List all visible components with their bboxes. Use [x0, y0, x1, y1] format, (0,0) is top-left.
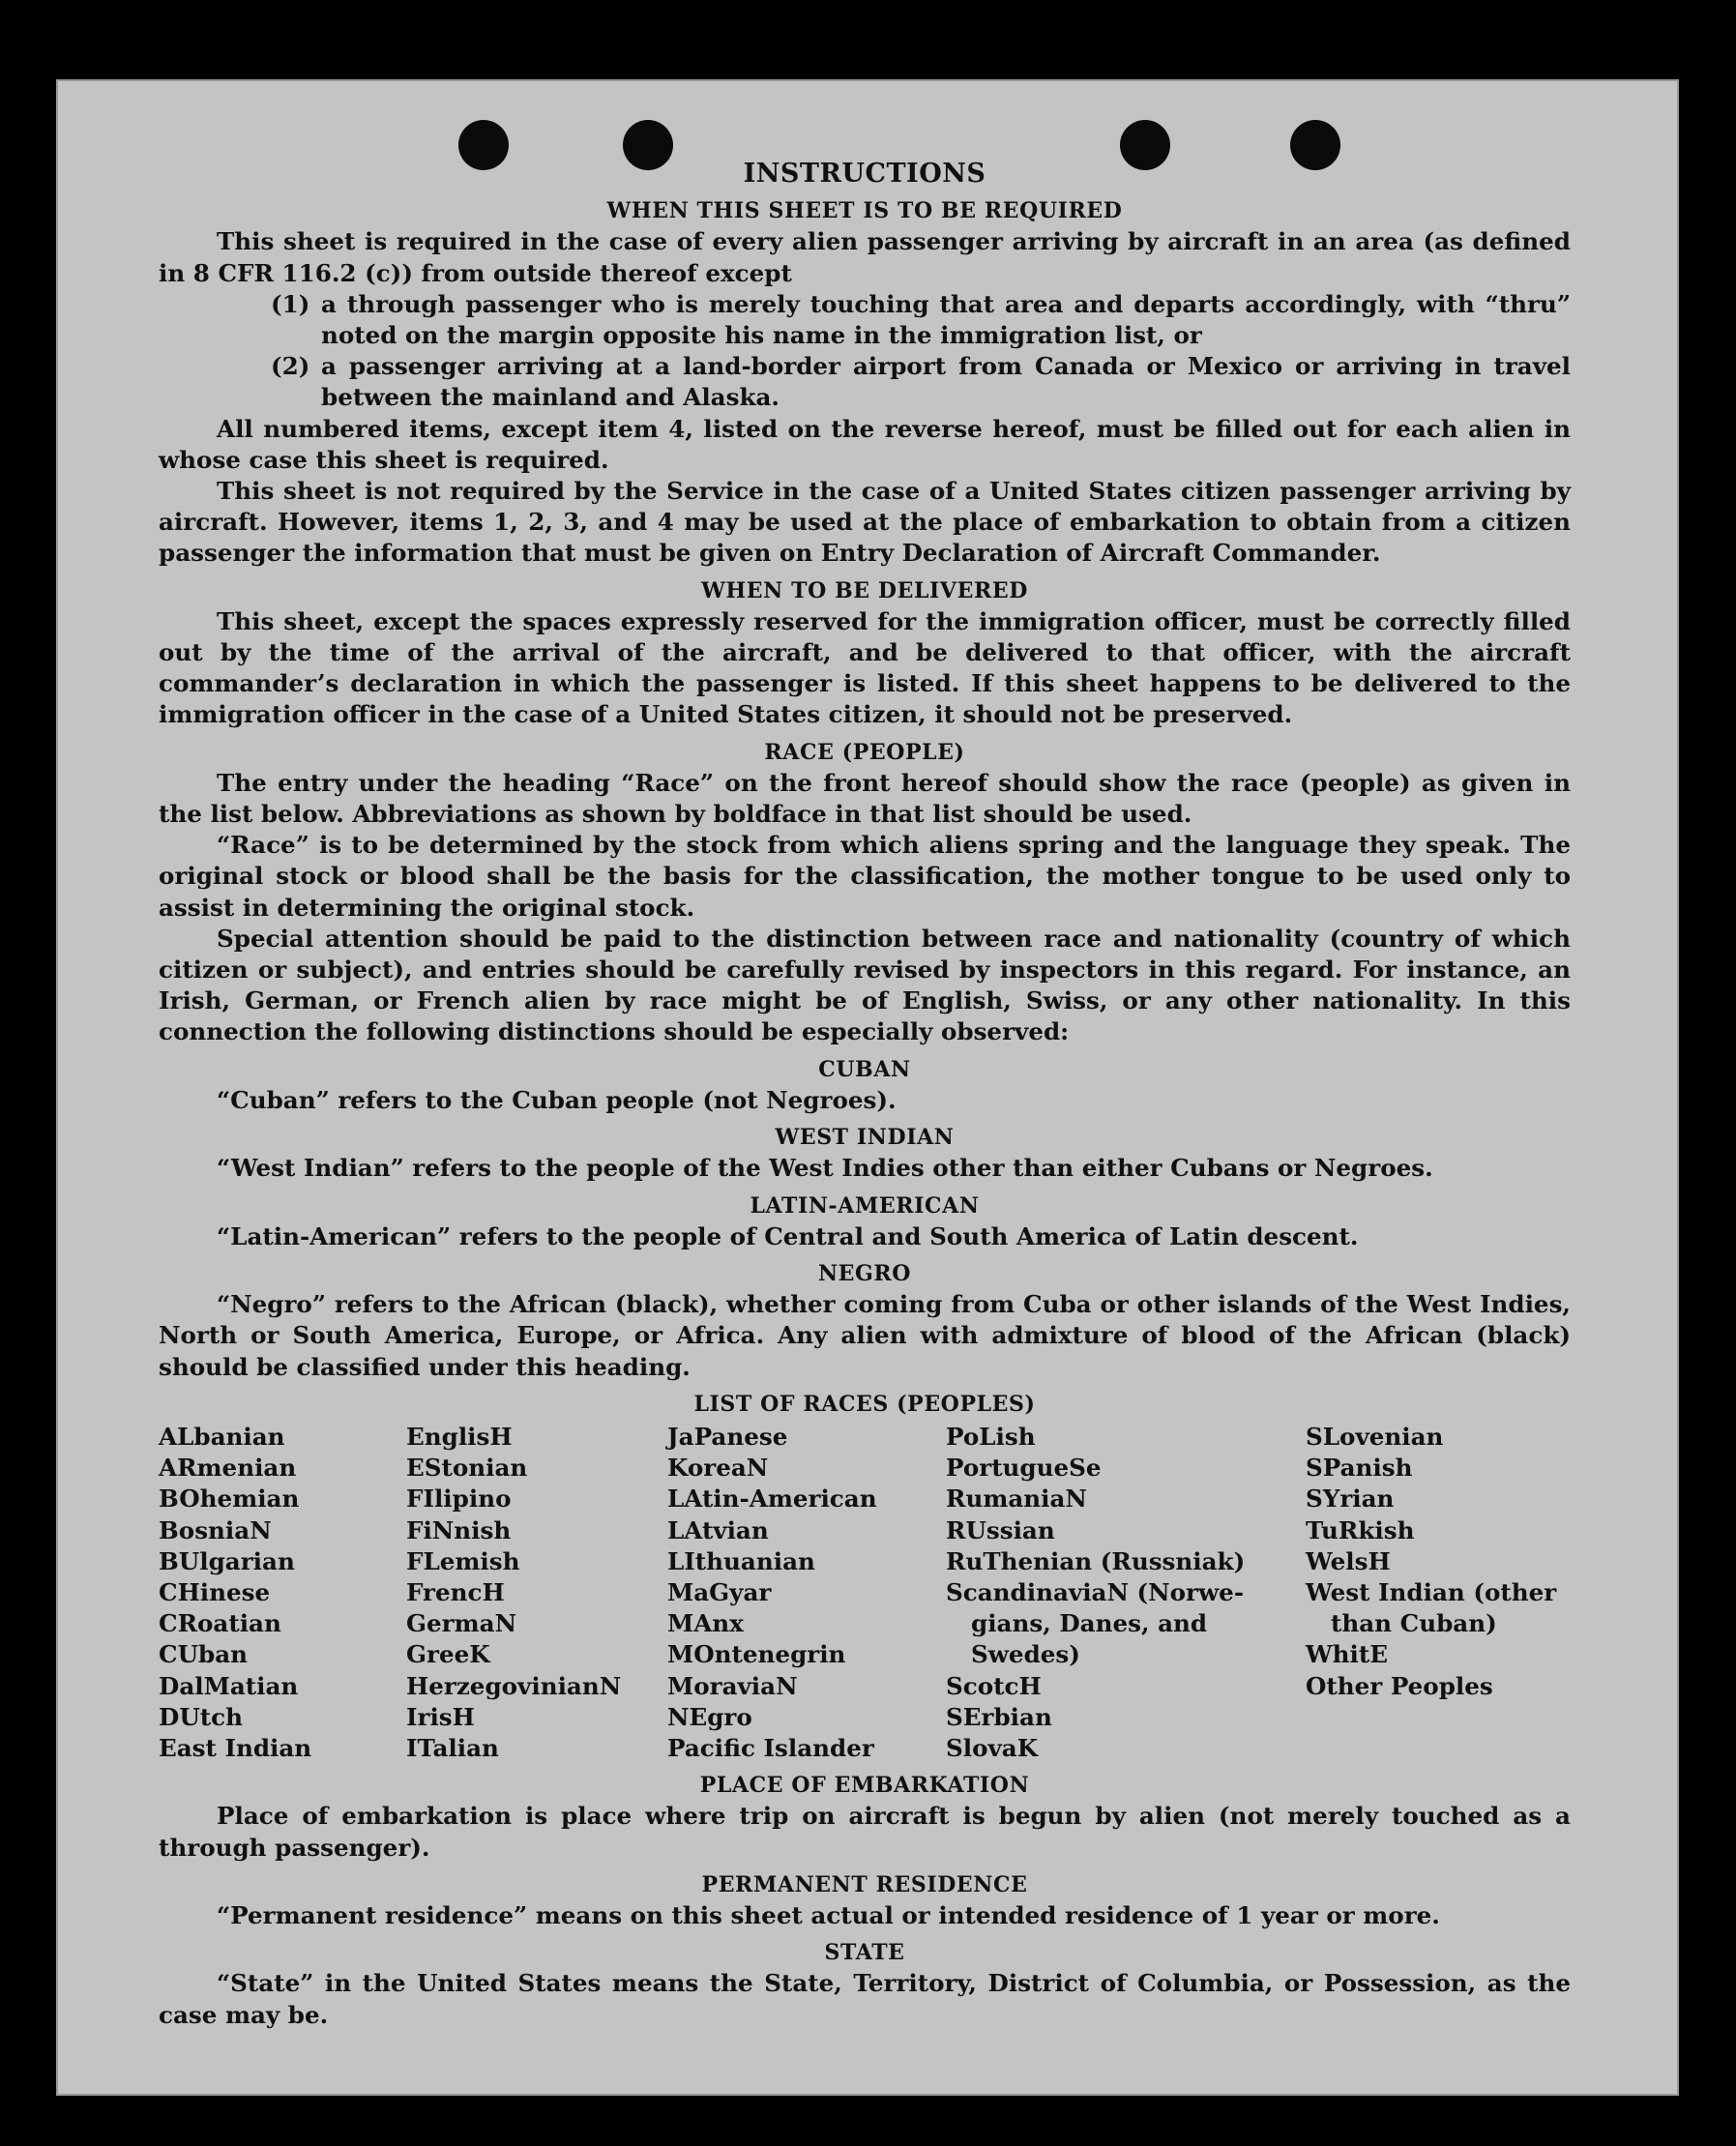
- race-entry: CHinese: [159, 1577, 271, 1606]
- section-heading-embarkation: PLACE OF EMBARKATION: [699, 1773, 1030, 1799]
- paragraph: This sheet, except the spaces expressly reserved for the immigration officer, must be correctly filled out by the time of the arrival of the aircraft, and be delivered to that officer, with the aircraft commander’s declaration in which the passenger is listed. If this sheet happens to be delivered to the immigration officer in the case of a United States citizen, it should not be preserved.: [159, 606, 1571, 729]
- paragraph: “Permanent residence” means on this sheet actual or intended residence of 1 year or more.: [217, 1900, 1440, 1929]
- section-heading-latin-american: LATIN-AMERICAN: [750, 1192, 980, 1219]
- race-entry: DalMatian: [159, 1671, 299, 1700]
- paragraph: “Latin-American” refers to the people of Central and South America of Latin descent.: [217, 1221, 1359, 1250]
- race-entry: ARmenian: [159, 1454, 297, 1483]
- race-entry: LAtin-American: [667, 1485, 877, 1514]
- section-heading-required: WHEN THIS SHEET IS TO BE REQUIRED: [606, 198, 1123, 224]
- race-entry: FiNnish: [406, 1515, 512, 1544]
- race-entry: gians, Danes, and: [971, 1609, 1208, 1638]
- race-entry: ScandinaviaN (Norwe-: [946, 1577, 1245, 1606]
- race-entry: FrencH: [406, 1577, 505, 1606]
- races-column: [667, 1422, 946, 1764]
- race-entry: PortugueSe: [946, 1454, 1102, 1483]
- item-number: (1): [271, 289, 310, 318]
- paragraph: Place of embarkation is place where trip on aircraft is begun by alien (not merely touched as a through passenger).: [159, 1802, 1571, 1862]
- section-heading-residence: PERMANENT RESIDENCE: [701, 1871, 1028, 1897]
- races-column: [159, 1422, 406, 1764]
- paragraph: Special attention should be paid to the distinction between race and nationality (country of which citizen or subject), and entries should be carefully revised by inspectors in this regard. For instance, an Irish, German, or French alien by race might be of English, Swiss, or any other nationality. In this connection the following distinctions should be especially observed:: [159, 924, 1571, 1046]
- race-entry: Pacific Islander: [667, 1733, 874, 1762]
- race-entry: ScotcH: [946, 1671, 1042, 1700]
- race-entry: MAnx: [667, 1609, 744, 1638]
- race-entry: SLovenian: [1306, 1422, 1444, 1451]
- section-heading-delivered: WHEN TO BE DELIVERED: [701, 577, 1028, 603]
- paragraph: “Cuban” refers to the Cuban people (not Negroes).: [217, 1085, 897, 1114]
- race-entry: ALbanian: [159, 1422, 285, 1451]
- race-entry: MaGyar: [667, 1577, 772, 1606]
- instructions-body: [159, 159, 1571, 2031]
- race-entry: EnglisH: [406, 1422, 513, 1451]
- race-entry: MOntenegrin: [667, 1640, 846, 1669]
- item-text: a through passenger who is merely touching that area and departs accordingly, with “thru” noted on the margin opposite his name in the immigration list, or: [321, 289, 1571, 350]
- races-column: [1306, 1422, 1567, 1764]
- race-entry: CRoatian: [159, 1609, 281, 1638]
- race-entry: East Indian: [159, 1733, 312, 1762]
- race-entry: FLemish: [406, 1546, 520, 1575]
- paragraph: The entry under the heading “Race” on the front hereof should show the race (people) as given in the list below. Abbreviations as shown by boldface in that list should be used.: [159, 768, 1571, 829]
- race-entry: EStonian: [406, 1454, 528, 1483]
- paragraph: “State” in the United States means the State, Territory, District of Columbia, or Possession, as the case may be.: [159, 1969, 1571, 2029]
- race-entry: Swedes): [971, 1640, 1080, 1669]
- paragraph: This sheet is not required by the Service in the case of a United States citizen passenger arriving by aircraft. However, items 1, 2, 3, and 4 may be used at the place of embarkation to obtain from a citizen passenger the information that must be given on Entry Declaration of Aircraft Commander.: [159, 477, 1571, 568]
- section-heading-races-list: LIST OF RACES (PEOPLES): [693, 1391, 1036, 1417]
- race-entry: RuThenian (Russniak): [946, 1546, 1246, 1575]
- race-entry: SPanish: [1306, 1454, 1413, 1483]
- race-entry: WhitE: [1306, 1640, 1388, 1669]
- race-entry: NEgro: [667, 1702, 752, 1731]
- section-heading-west-indian: WEST INDIAN: [775, 1125, 955, 1151]
- page-title: INSTRUCTIONS: [743, 159, 986, 189]
- race-entry: IrisH: [406, 1702, 475, 1731]
- paragraph: “Race” is to be determined by the stock from which aliens spring and the language they speak. The original stock or blood shall be the basis for the classification, the mother tongue to be used only to assist in determining the original stock.: [159, 831, 1571, 922]
- races-column: [406, 1422, 667, 1764]
- race-entry: SlovaK: [946, 1733, 1039, 1762]
- race-entry: KoreaN: [667, 1454, 769, 1483]
- race-entry: than Cuban): [1331, 1609, 1497, 1638]
- section-heading-negro: NEGRO: [817, 1260, 912, 1286]
- item-text: a passenger arriving at a land-border airport from Canada or Mexico or arriving in travel between the mainland and Alaska.: [321, 352, 1571, 412]
- document-sheet: [56, 79, 1679, 2096]
- race-entry: Other Peoples: [1306, 1671, 1493, 1700]
- race-entry: GreeK: [406, 1640, 490, 1669]
- race-entry: WelsH: [1306, 1546, 1391, 1575]
- races-column: [946, 1422, 1306, 1764]
- section-heading-cuban: CUBAN: [818, 1056, 911, 1082]
- race-entry: PoLish: [946, 1422, 1036, 1451]
- race-entry: SYrian: [1306, 1485, 1395, 1514]
- race-entry: GermaN: [406, 1609, 517, 1638]
- paragraph: All numbered items, except item 4, listed on the reverse hereof, must be filled out for each alien in whose case this sheet is required.: [159, 414, 1571, 474]
- item-number: (2): [271, 352, 310, 381]
- race-entry: BosniaN: [159, 1515, 272, 1544]
- race-entry: RumaniaN: [946, 1485, 1087, 1514]
- race-entry: LAtvian: [667, 1515, 769, 1544]
- list-item: [159, 289, 1571, 351]
- paragraph: “Negro” refers to the African (black), whether coming from Cuba or other islands of the West Indies, North or South America, Europe, or Africa. Any alien with admixture of blood of the African (black) should be classified under this heading.: [159, 1290, 1571, 1381]
- races-list: [159, 1422, 1571, 1764]
- race-entry: DUtch: [159, 1702, 243, 1731]
- section-heading-state: STATE: [824, 1940, 905, 1966]
- race-entry: FIlipino: [406, 1485, 512, 1514]
- race-entry: TuRkish: [1306, 1515, 1415, 1544]
- race-entry: MoraviaN: [667, 1671, 798, 1700]
- paragraph: This sheet is required in the case of every alien passenger arriving by aircraft in an area (as defined in 8 CFR 116.2 (c)) from outside thereof except: [159, 227, 1571, 287]
- section-heading-race: RACE (PEOPLE): [764, 739, 965, 765]
- race-entry: LIthuanian: [667, 1546, 815, 1575]
- list-item: [159, 351, 1571, 413]
- race-entry: ITalian: [406, 1733, 499, 1762]
- race-entry: West Indian (other: [1306, 1577, 1557, 1606]
- race-entry: JaPanese: [667, 1422, 788, 1451]
- race-entry: RUssian: [946, 1515, 1055, 1544]
- paragraph: “West Indian” refers to the people of the West Indies other than either Cubans or Negroes.: [217, 1154, 1433, 1183]
- race-entry: SErbian: [946, 1702, 1052, 1731]
- race-entry: BUlgarian: [159, 1546, 295, 1575]
- race-entry: HerzegovinianN: [406, 1671, 622, 1700]
- race-entry: CUban: [159, 1640, 249, 1669]
- race-entry: BOhemian: [159, 1485, 300, 1514]
